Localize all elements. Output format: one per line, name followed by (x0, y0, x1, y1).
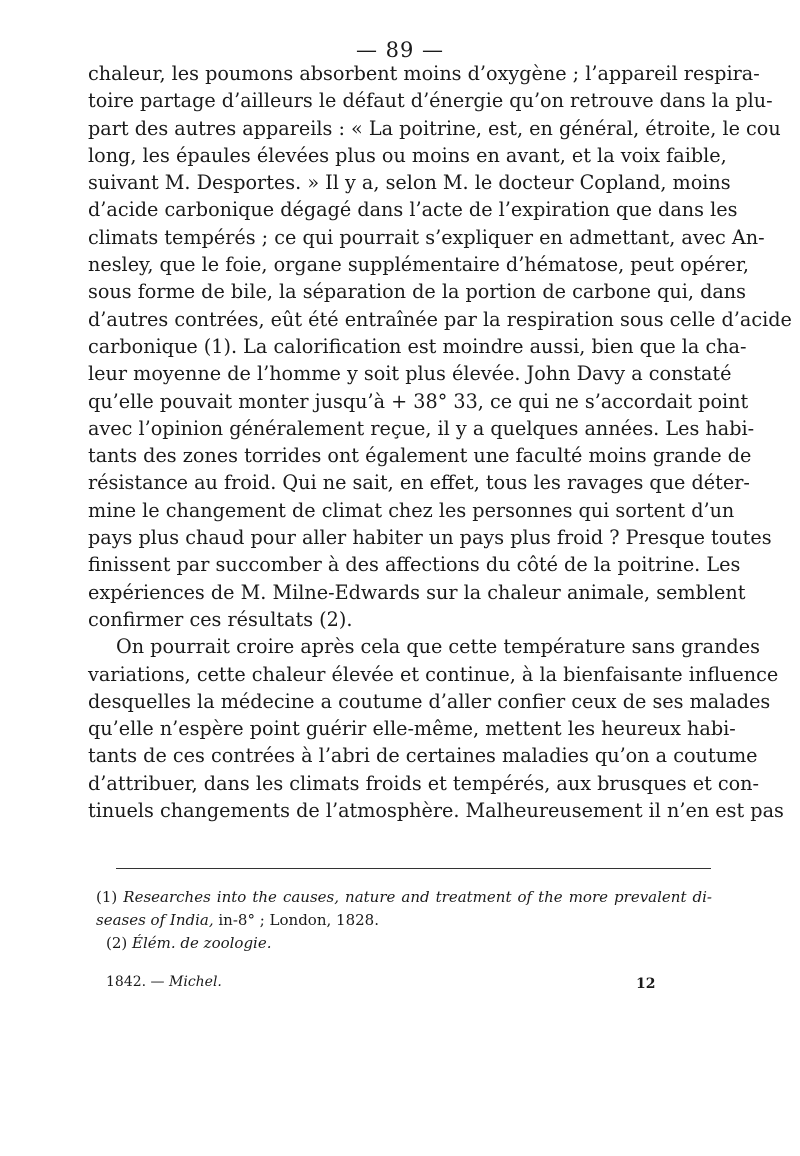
text-line: avec l’opinion généralement reçue, il y a quelques années. Les habi- (88, 416, 755, 440)
text-line: toire partage d’ailleurs le défaut d’énergie qu’on retrouve dans la plu- (88, 89, 773, 113)
text-line: tinuels changements de l’atmosphère. Malheureusement il n’en est pas (88, 799, 784, 823)
text-line: expériences de M. Milne-Edwards sur la chaleur animale, semblent (88, 580, 746, 604)
footnote-divider (116, 868, 711, 869)
imprint-printer: Michel. (169, 974, 222, 990)
text-line: d’attribuer, dans les climats froids et tempérés, aux brusques et con- (88, 771, 760, 795)
text-line: part des autres appareils : « La poitrine, est, en général, étroite, le cou (88, 116, 781, 140)
text-line: mine le changement de climat chez les personnes qui sortent d’un (88, 498, 735, 522)
footnote-text: Élém. de zoologie. (132, 934, 272, 952)
footnote-text: Researches into the causes, nature and treatment of the more prevalent di- (123, 888, 712, 906)
text-line: qu’elle n’espère point guérir elle-même, mettent les heureux habi- (88, 717, 736, 741)
footnote-1-continued (96, 909, 712, 932)
footnote-text: in-8° ; London, 1828. (213, 911, 379, 929)
footnote-number: (1) (96, 888, 118, 906)
text-line: variations, cette chaleur élevée et continue, à la bienfaisante influence (88, 662, 779, 686)
imprint-separator: — (146, 974, 169, 990)
text-line: confirmer ces résultats (2). (88, 607, 353, 631)
footnote-2 (96, 932, 712, 955)
text-line: d’autres contrées, eût été entraînée par la respiration sous celle d’acide (88, 307, 792, 331)
text-line: tants de ces contrées à l’abri de certaines maladies qu’on a coutume (88, 744, 758, 768)
text-line: desquelles la médecine a coutume d’aller confier ceux de ses malades (88, 689, 771, 713)
text-line: sous forme de bile, la séparation de la portion de carbone qui, dans (88, 280, 747, 304)
text-line: résistance au froid. Qui ne sait, en effet, tous les ravages que déter- (88, 471, 750, 495)
footnote-1 (96, 886, 712, 909)
text-line: d’acide carbonique dégagé dans l’acte de l’expiration que dans les (88, 198, 738, 222)
printer-imprint (106, 974, 222, 990)
text-line: chaleur, les poumons absorbent moins d’oxygène ; l’appareil respira- (88, 62, 760, 85)
sheet-signature: 12 (636, 976, 656, 992)
footnote-number: (2) (106, 934, 128, 952)
imprint-year: 1842. (106, 974, 147, 990)
footnote-text: seases of India, (96, 911, 214, 929)
text-line: qu’elle pouvait monter jusqu’à + 38° 33, ce qui ne s’accordait point (88, 389, 749, 413)
text-line: nesley, que le foie, organe supplémentaire d’hématose, peut opérer, (88, 253, 749, 277)
text-line: tants des zones torrides ont également une faculté moins grande de (88, 444, 752, 468)
footnotes (96, 886, 712, 955)
text-line: carbonique (1). La calorification est moindre aussi, bien que la cha- (88, 334, 747, 358)
text-line: climats tempérés ; ce qui pourrait s’expliquer en admettant, avec An- (88, 225, 765, 249)
text-line: On pourrait croire après cela que cette température sans grandes (116, 635, 760, 659)
page-number: — 89 — (355, 38, 445, 62)
text-line: finissent par succomber à des affections du côté de la poitrine. Les (88, 553, 741, 577)
body-text (88, 60, 792, 824)
text-line: suivant M. Desportes. » Il y a, selon M. le docteur Copland, moins (88, 171, 731, 195)
text-line: leur moyenne de l’homme y soit plus élevée. John Davy a constaté (88, 362, 732, 386)
text-line: long, les épaules élevées plus ou moins en avant, et la voix faible, (88, 143, 727, 167)
text-line: pays plus chaud pour aller habiter un pays plus froid ? Presque toutes (88, 526, 772, 550)
